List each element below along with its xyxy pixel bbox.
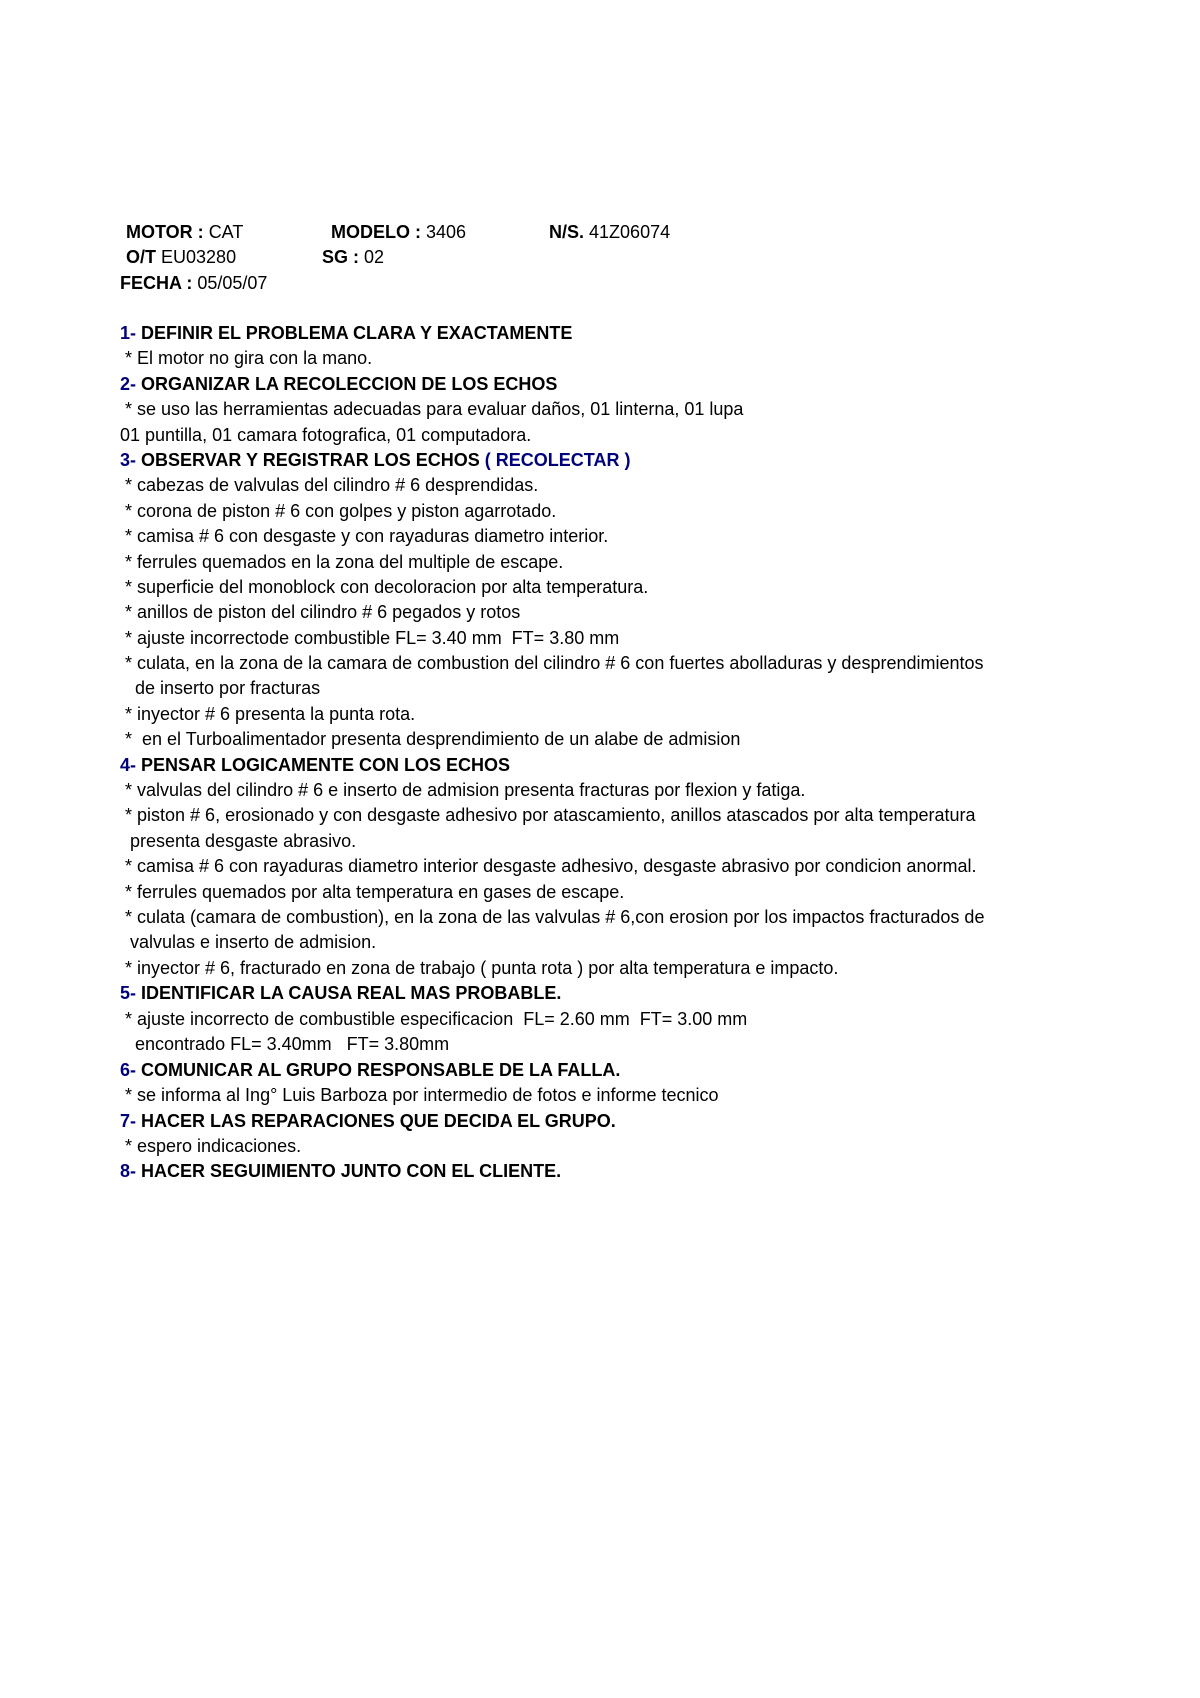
section-4-line-6: * culata (camara de combustion), en la zona de las valvulas # 6,con erosion por los impactos fracturados de	[120, 907, 985, 927]
section-3-line-11: * en el Turboalimentador presenta desprendimiento de un alabe de admision	[120, 729, 741, 749]
ot-label: O/T	[126, 247, 156, 267]
section-4-line-1: * valvulas del cilindro # 6 e inserto de admision presenta fracturas por flexion y fatiga.	[120, 780, 806, 800]
section-number: 6-	[120, 1060, 137, 1080]
section-2-heading	[120, 373, 557, 395]
fecha-value: 05/05/07	[197, 273, 268, 293]
section-3-line-1: * cabezas de valvulas del cilindro # 6 desprendidas.	[120, 475, 539, 495]
fecha-label: FECHA :	[120, 273, 193, 293]
sg-value: 02	[364, 247, 385, 267]
section-number: 1-	[120, 323, 137, 343]
section-6-heading	[120, 1059, 620, 1081]
section-2-line-1: * se uso las herramientas adecuadas para evaluar daños, 01 linterna, 01 lupa	[120, 399, 744, 419]
section-5-line-2: encontrado FL= 3.40mm FT= 3.80mm	[120, 1034, 450, 1054]
section-title: IDENTIFICAR LA CAUSA REAL MAS PROBABLE.	[141, 983, 562, 1003]
section-number: 4-	[120, 755, 137, 775]
section-title: HACER LAS REPARACIONES QUE DECIDA EL GRUPO.	[141, 1111, 616, 1131]
section-number: 8-	[120, 1161, 137, 1181]
modelo-value: 3406	[426, 222, 467, 242]
section-3-line-6: * anillos de piston del cilindro # 6 pegados y rotos	[120, 602, 521, 622]
section-4-line-4: * camisa # 6 con rayaduras diametro interior desgaste adhesivo, desgaste abrasivo por condicion anormal.	[120, 856, 977, 876]
section-number: 7-	[120, 1111, 137, 1131]
sg-field	[322, 246, 384, 268]
motor-label: MOTOR :	[126, 222, 204, 242]
section-6-line-1: * se informa al Ing° Luis Barboza por intermedio de fotos e informe tecnico	[120, 1085, 719, 1105]
section-3-line-4: * ferrules quemados en la zona del multiple de escape.	[120, 552, 564, 572]
section-title: OBSERVAR Y REGISTRAR LOS ECHOS	[141, 450, 480, 470]
section-5-line-1: * ajuste incorrecto de combustible especificacion FL= 2.60 mm FT= 3.00 mm	[120, 1009, 748, 1029]
section-number: 3-	[120, 450, 137, 470]
section-2-line-2: 01 puntilla, 01 camara fotografica, 01 computadora.	[120, 425, 532, 445]
section-1-line-1: * El motor no gira con la mano.	[120, 348, 373, 368]
section-number: 2-	[120, 374, 137, 394]
section-title: HACER SEGUIMIENTO JUNTO CON EL CLIENTE.	[141, 1161, 562, 1181]
modelo-field	[331, 221, 466, 243]
section-title-extra: ( RECOLECTAR )	[484, 450, 631, 470]
ns-field	[549, 221, 670, 243]
section-4-line-2: * piston # 6, erosionado y con desgaste adhesivo por atascamiento, anillos atascados por alta temperatura	[120, 805, 976, 825]
section-1-heading	[120, 322, 572, 344]
section-3-heading	[120, 449, 630, 471]
ot-field	[126, 246, 236, 268]
ot-value: EU03280	[161, 247, 237, 267]
ns-value: 41Z06074	[589, 222, 671, 242]
section-4-heading	[120, 754, 510, 776]
motor-value: CAT	[208, 222, 244, 242]
section-3-line-2: * corona de piston # 6 con golpes y piston agarrotado.	[120, 501, 557, 521]
section-4-line-7: valvulas e inserto de admision.	[120, 932, 377, 952]
section-title: ORGANIZAR LA RECOLECCION DE LOS ECHOS	[141, 374, 558, 394]
section-title: COMUNICAR AL GRUPO RESPONSABLE DE LA FALLA.	[141, 1060, 621, 1080]
section-3-line-9: de inserto por fracturas	[120, 678, 321, 698]
fecha-field	[120, 272, 267, 294]
ns-label: N/S.	[549, 222, 585, 242]
section-8-heading	[120, 1160, 561, 1182]
section-title: PENSAR LOGICAMENTE CON LOS ECHOS	[141, 755, 511, 775]
section-7-heading	[120, 1110, 616, 1132]
sg-label: SG :	[322, 247, 360, 267]
section-4-line-5: * ferrules quemados por alta temperatura en gases de escape.	[120, 882, 625, 902]
section-4-line-3: presenta desgaste abrasivo.	[120, 831, 357, 851]
section-3-line-3: * camisa # 6 con desgaste y con rayaduras diametro interior.	[120, 526, 609, 546]
section-3-line-10: * inyector # 6 presenta la punta rota.	[120, 704, 416, 724]
modelo-label: MODELO :	[331, 222, 421, 242]
section-5-heading	[120, 982, 561, 1004]
section-3-line-5: * superficie del monoblock con decoloracion por alta temperatura.	[120, 577, 649, 597]
section-number: 5-	[120, 983, 137, 1003]
section-title: DEFINIR EL PROBLEMA CLARA Y EXACTAMENTE	[141, 323, 573, 343]
section-4-line-8: * inyector # 6, fracturado en zona de trabajo ( punta rota ) por alta temperatura e impacto.	[120, 958, 839, 978]
section-7-line-1: * espero indicaciones.	[120, 1136, 302, 1156]
section-3-line-8: * culata, en la zona de la camara de combustion del cilindro # 6 con fuertes abolladuras y desprendimientos	[120, 653, 984, 673]
section-3-line-7: * ajuste incorrectode combustible FL= 3.40 mm FT= 3.80 mm	[120, 628, 620, 648]
